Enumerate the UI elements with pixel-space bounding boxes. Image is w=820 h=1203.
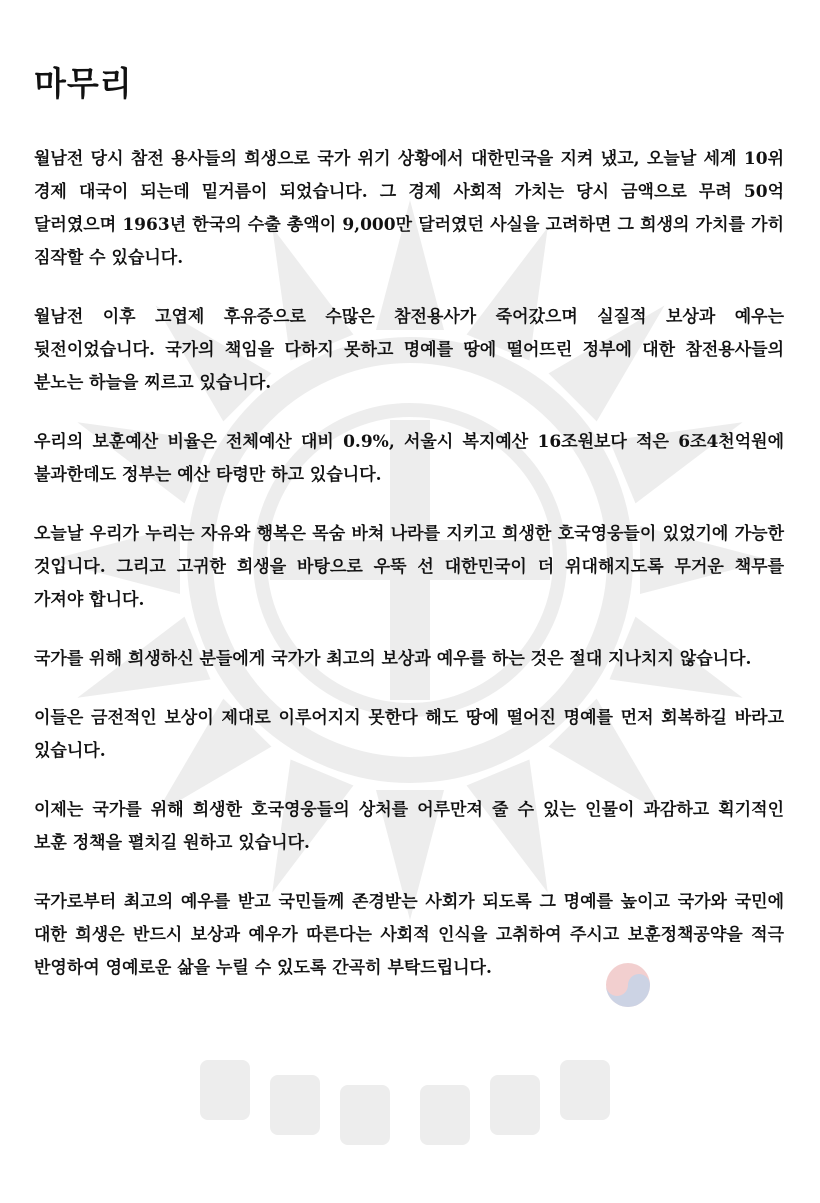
paragraph: 월남전 당시 참전 용사들의 희생으로 국가 위기 상황에서 대한민국을 지켜 냈고, 오늘날 세계 10위 경제 대국이 되는데 밑거름이 되었습니다. 그 경제 사회적 가치는 당시 금액으로 무려 50억 달러였으며 1963년 한국의 수출 총액이 9,000만 달러였던 사실을 고려하면 그 희생의 가치를 가히 짐작할 수 있습니다.	[34, 149, 784, 268]
paragraph: 이들은 금전적인 보상이 제대로 이루어지지 못한다 해도 땅에 떨어진 명예를 먼저 회복하길 바라고 있습니다.	[34, 708, 784, 761]
paragraph: 오늘날 우리가 누리는 자유와 행복은 목숨 바쳐 나라를 지키고 희생한 호국영웅들이 있었기에 가능한 것입니다. 그리고 고귀한 희생을 바탕으로 우뚝 선 대한민국이 더 위대해지도록 무거운 책무를 가져야 합니다.	[34, 524, 784, 610]
paragraph: 월남전 이후 고엽제 후유증으로 수많은 참전용사가 죽어갔으며 실질적 보상과 예우는 뒷전이었습니다. 국가의 책임을 다하지 못하고 명예를 땅에 떨어뜨린 정부에 대한 참전용사들의 분노는 하늘을 찌르고 있습니다.	[34, 307, 784, 393]
paragraph: 우리의 보훈예산 비율은 전체예산 대비 0.9%, 서울시 복지예산 16조원보다 적은 6조4천억원에 불과한데도 정부는 예산 타령만 하고 있습니다.	[34, 432, 784, 485]
paragraph: 국가를 위해 희생하신 분들에게 국가가 최고의 보상과 예우를 하는 것은 절대 지나치지 않습니다.	[34, 649, 752, 669]
paragraph: 이제는 국가를 위해 희생한 호국영웅들의 상처를 어루만져 줄 수 있는 인물이 과감하고 획기적인 보훈 정책을 펼치길 원하고 있습니다.	[34, 800, 784, 853]
paragraph: 국가로부터 최고의 예우를 받고 국민들께 존경받는 사회가 되도록 그 명예를 높이고 국가와 국민에 대한 희생은 반드시 보상과 예우가 따른다는 사회적 인식을 고취하여 주시고 보훈정책공약을 적극 반영하여 영예로운 삶을 누릴 수 있도록 간곡히 부탁드립니다.	[34, 892, 784, 978]
page-title: 마무리	[34, 64, 133, 103]
